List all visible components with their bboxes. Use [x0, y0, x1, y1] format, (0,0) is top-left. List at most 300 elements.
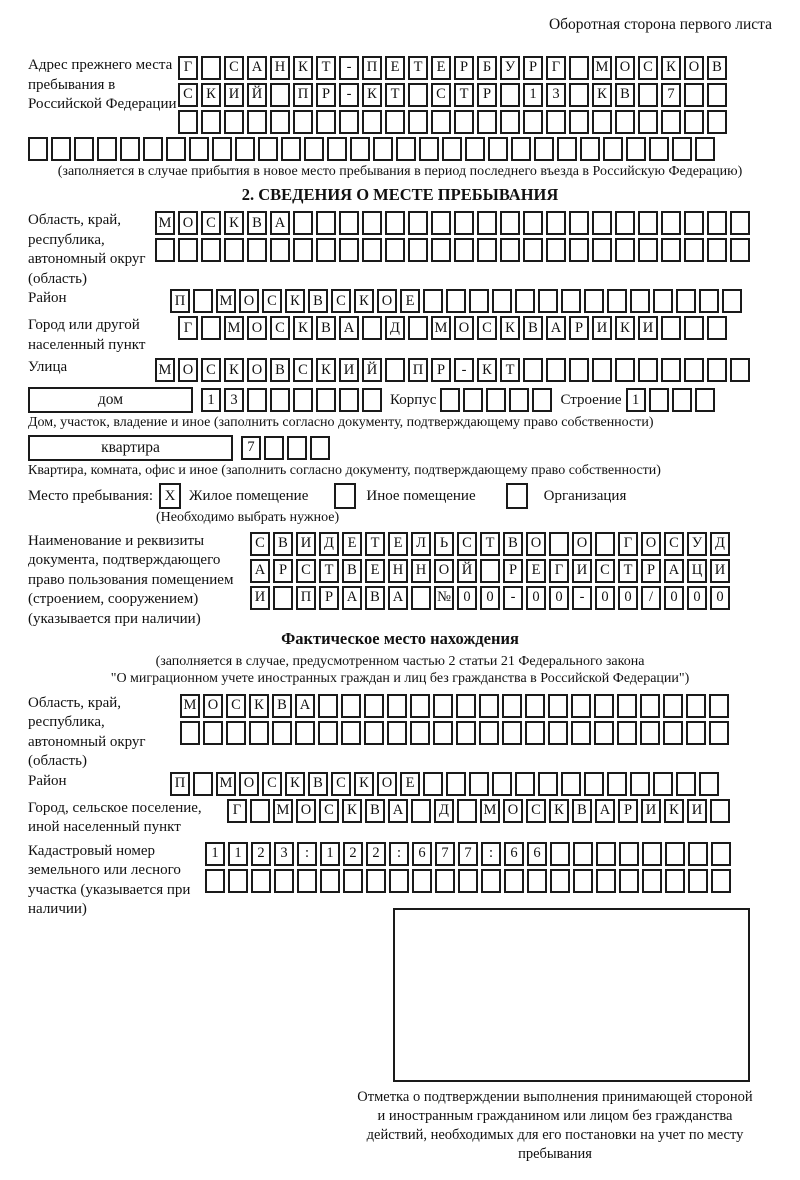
- stay-option-checkbox-other: [334, 483, 356, 509]
- char-cell: С: [526, 799, 546, 823]
- cadastral-label: Кадастровый номер земельного или лесного участка (указывается при наличии): [28, 842, 191, 918]
- actual-district-grid: [170, 772, 719, 796]
- char-cell: [592, 358, 612, 382]
- char-cell: [672, 137, 692, 161]
- char-cell: 2: [366, 842, 386, 866]
- char-cell: А: [388, 799, 408, 823]
- char-cell: [316, 238, 336, 262]
- char-cell: [250, 799, 270, 823]
- char-cell: [247, 388, 267, 412]
- korpus-label: Корпус: [390, 391, 437, 408]
- district-label: Район: [28, 290, 67, 307]
- char-cell: П: [293, 83, 313, 107]
- char-cell: [456, 694, 476, 718]
- char-cell: В: [615, 83, 635, 107]
- char-cell: [226, 721, 246, 745]
- char-cell: [619, 842, 639, 866]
- char-cell: Е: [388, 532, 408, 556]
- char-cell: [387, 694, 407, 718]
- document-grid: [250, 532, 730, 610]
- char-cell: [201, 110, 221, 134]
- char-cell: [630, 772, 650, 796]
- char-cell: Л: [411, 532, 431, 556]
- char-cell: [640, 721, 660, 745]
- char-cell: [534, 137, 554, 161]
- apartment-row: [28, 435, 772, 461]
- char-cell: [561, 772, 581, 796]
- char-cell: [316, 388, 336, 412]
- char-cell: М: [216, 772, 236, 796]
- char-cell: [287, 436, 307, 460]
- char-cell: Г: [549, 559, 569, 583]
- char-cell: [707, 211, 727, 235]
- char-cell: В: [342, 559, 362, 583]
- prev-address-row-2: [178, 83, 727, 107]
- char-cell: О: [247, 358, 267, 382]
- char-cell: С: [457, 532, 477, 556]
- char-cell: [435, 869, 455, 893]
- char-cell: [615, 110, 635, 134]
- char-cell: И: [339, 358, 359, 382]
- char-cell: С: [595, 559, 615, 583]
- char-cell: В: [365, 586, 385, 610]
- char-cell: О: [203, 694, 223, 718]
- char-cell: Т: [385, 83, 405, 107]
- actual-city-field: [28, 799, 772, 838]
- char-cell: [469, 289, 489, 313]
- char-cell: [364, 694, 384, 718]
- char-cell: [709, 721, 729, 745]
- char-cell: К: [615, 316, 635, 340]
- char-cell: [350, 137, 370, 161]
- char-cell: [339, 388, 359, 412]
- char-cell: [695, 137, 715, 161]
- char-cell: [458, 869, 478, 893]
- char-cell: [258, 137, 278, 161]
- char-cell: С: [178, 83, 198, 107]
- house-grid: [201, 388, 382, 412]
- char-cell: К: [549, 799, 569, 823]
- char-cell: А: [342, 586, 362, 610]
- char-cell: [304, 137, 324, 161]
- city-label: Город или другой населенный пункт: [28, 317, 146, 353]
- char-cell: [446, 289, 466, 313]
- char-cell: С: [664, 532, 684, 556]
- char-cell: М: [592, 56, 612, 80]
- char-cell: [457, 799, 477, 823]
- char-cell: Д: [319, 532, 339, 556]
- char-cell: [569, 56, 589, 80]
- char-cell: Р: [273, 559, 293, 583]
- document-row-2: [250, 559, 730, 583]
- char-cell: [477, 238, 497, 262]
- char-cell: [281, 137, 301, 161]
- char-cell: [264, 436, 284, 460]
- char-cell: [431, 110, 451, 134]
- char-cell: [688, 842, 708, 866]
- char-cell: [676, 772, 696, 796]
- char-cell: 2: [251, 842, 271, 866]
- cadastral-row-2: [205, 869, 731, 893]
- char-cell: Е: [526, 559, 546, 583]
- char-cell: [224, 238, 244, 262]
- char-cell: [193, 289, 213, 313]
- char-cell: [548, 721, 568, 745]
- char-cell: [592, 110, 612, 134]
- char-cell: Р: [503, 559, 523, 583]
- char-cell: [339, 238, 359, 262]
- char-cell: С: [201, 358, 221, 382]
- char-cell: С: [296, 559, 316, 583]
- char-cell: [396, 137, 416, 161]
- document-row-1: [250, 532, 730, 556]
- actual-city-label: Город, сельское поселение, иной населенный пункт: [28, 799, 202, 836]
- char-cell: Р: [618, 799, 638, 823]
- char-cell: [596, 842, 616, 866]
- char-cell: У: [687, 532, 707, 556]
- char-cell: О: [454, 316, 474, 340]
- char-cell: П: [296, 586, 316, 610]
- char-cell: Ц: [687, 559, 707, 583]
- char-cell: [569, 110, 589, 134]
- char-cell: 1: [201, 388, 221, 412]
- char-cell: Ь: [434, 532, 454, 556]
- char-cell: [74, 137, 94, 161]
- char-cell: С: [262, 772, 282, 796]
- char-cell: К: [285, 772, 305, 796]
- char-cell: О: [296, 799, 316, 823]
- char-cell: 0: [549, 586, 569, 610]
- char-cell: И: [224, 83, 244, 107]
- actual-region-grid: [180, 694, 729, 745]
- char-cell: А: [270, 211, 290, 235]
- char-cell: Е: [400, 772, 420, 796]
- char-cell: 0: [664, 586, 684, 610]
- char-cell: К: [316, 358, 336, 382]
- char-cell: [642, 842, 662, 866]
- char-cell: :: [389, 842, 409, 866]
- char-cell: [366, 869, 386, 893]
- char-cell: [538, 289, 558, 313]
- region-field: [28, 211, 772, 289]
- char-cell: [640, 694, 660, 718]
- char-cell: [557, 137, 577, 161]
- stay-type-note: (Необходимо выбрать нужное): [156, 510, 340, 526]
- cadastral-grid: [205, 842, 731, 893]
- char-cell: [523, 211, 543, 235]
- char-cell: [270, 388, 290, 412]
- char-cell: [120, 137, 140, 161]
- char-cell: [615, 211, 635, 235]
- char-cell: [607, 289, 627, 313]
- char-cell: [707, 238, 727, 262]
- char-cell: П: [170, 772, 190, 796]
- char-cell: Р: [477, 83, 497, 107]
- char-cell: [166, 137, 186, 161]
- char-cell: [454, 238, 474, 262]
- char-cell: [630, 289, 650, 313]
- char-cell: [546, 358, 566, 382]
- char-cell: [408, 110, 428, 134]
- char-cell: [270, 110, 290, 134]
- prev-address-row-1: [178, 56, 727, 80]
- char-cell: 0: [618, 586, 638, 610]
- char-cell: [523, 238, 543, 262]
- char-cell: С: [201, 211, 221, 235]
- char-cell: О: [434, 559, 454, 583]
- char-cell: Т: [454, 83, 474, 107]
- char-cell: Р: [641, 559, 661, 583]
- char-cell: [477, 110, 497, 134]
- stay-type-row: [28, 483, 772, 509]
- char-cell: К: [249, 694, 269, 718]
- char-cell: С: [638, 56, 658, 80]
- char-cell: О: [239, 772, 259, 796]
- char-cell: А: [595, 799, 615, 823]
- char-cell: [224, 110, 244, 134]
- char-cell: А: [339, 316, 359, 340]
- char-cell: [180, 721, 200, 745]
- char-cell: [270, 238, 290, 262]
- char-cell: [707, 316, 727, 340]
- actual-region-row-2: [180, 721, 729, 745]
- char-cell: А: [546, 316, 566, 340]
- char-cell: [488, 137, 508, 161]
- char-cell: -: [503, 586, 523, 610]
- char-cell: [661, 211, 681, 235]
- char-cell: [638, 110, 658, 134]
- char-cell: [532, 388, 552, 412]
- char-cell: [707, 83, 727, 107]
- char-cell: [638, 358, 658, 382]
- char-cell: М: [180, 694, 200, 718]
- region-grid: [155, 211, 750, 262]
- char-cell: [212, 137, 232, 161]
- char-cell: [663, 694, 683, 718]
- char-cell: -: [339, 83, 359, 107]
- char-cell: Г: [546, 56, 566, 80]
- char-cell: -: [454, 358, 474, 382]
- char-cell: Г: [178, 316, 198, 340]
- char-cell: [580, 137, 600, 161]
- char-cell: [201, 238, 221, 262]
- char-cell: [615, 238, 635, 262]
- char-cell: О: [684, 56, 704, 80]
- char-cell: [525, 721, 545, 745]
- char-cell: [316, 110, 336, 134]
- char-cell: 7: [435, 842, 455, 866]
- char-cell: [51, 137, 71, 161]
- char-cell: [707, 358, 727, 382]
- char-cell: [343, 869, 363, 893]
- char-cell: С: [224, 56, 244, 80]
- char-cell: С: [226, 694, 246, 718]
- char-cell: С: [262, 289, 282, 313]
- char-cell: А: [664, 559, 684, 583]
- char-cell: 3: [274, 842, 294, 866]
- char-cell: [626, 137, 646, 161]
- char-cell: П: [362, 56, 382, 80]
- char-cell: М: [216, 289, 236, 313]
- char-cell: В: [503, 532, 523, 556]
- char-cell: [642, 869, 662, 893]
- char-cell: [502, 721, 522, 745]
- char-cell: [665, 869, 685, 893]
- char-cell: В: [365, 799, 385, 823]
- char-cell: 7: [458, 842, 478, 866]
- char-cell: С: [270, 316, 290, 340]
- char-cell: :: [297, 842, 317, 866]
- char-cell: [523, 358, 543, 382]
- char-cell: [722, 289, 742, 313]
- char-cell: К: [354, 772, 374, 796]
- actual-location-note-2: "О миграционном учете иностранных граждан и лиц без гражданства в Российской Федерации"): [110, 670, 690, 686]
- char-cell: М: [224, 316, 244, 340]
- char-cell: [711, 869, 731, 893]
- char-cell: Д: [710, 532, 730, 556]
- char-cell: [730, 358, 750, 382]
- char-cell: С: [477, 316, 497, 340]
- char-cell: [479, 694, 499, 718]
- char-cell: [193, 772, 213, 796]
- stay-option-checkbox-organization: [506, 483, 528, 509]
- char-cell: [546, 110, 566, 134]
- char-cell: [595, 532, 615, 556]
- char-cell: [440, 388, 460, 412]
- char-cell: [385, 110, 405, 134]
- char-cell: О: [526, 532, 546, 556]
- char-cell: [423, 772, 443, 796]
- char-cell: [410, 694, 430, 718]
- char-cell: [707, 110, 727, 134]
- char-cell: №: [434, 586, 454, 610]
- document-field: [28, 532, 772, 630]
- char-cell: [341, 694, 361, 718]
- char-cell: О: [377, 772, 397, 796]
- char-cell: [684, 83, 704, 107]
- char-cell: 0: [457, 586, 477, 610]
- char-cell: К: [293, 316, 313, 340]
- char-cell: О: [178, 211, 198, 235]
- prev-address-note: (заполняется в случае прибытия в новое место пребывания в период последнего въезда в Российскую Федерацию): [57, 164, 743, 179]
- char-cell: [456, 721, 476, 745]
- char-cell: Н: [270, 56, 290, 80]
- char-cell: [699, 772, 719, 796]
- char-cell: 7: [661, 83, 681, 107]
- char-cell: У: [500, 56, 520, 80]
- char-cell: Т: [319, 559, 339, 583]
- char-cell: К: [201, 83, 221, 107]
- char-cell: [615, 358, 635, 382]
- stroenie-grid: [626, 388, 715, 412]
- actual-region-label: Область, край, республика, автономный округ (область): [28, 694, 146, 770]
- char-cell: И: [687, 799, 707, 823]
- char-cell: [527, 869, 547, 893]
- char-cell: 0: [595, 586, 615, 610]
- char-cell: [203, 721, 223, 745]
- char-cell: [661, 316, 681, 340]
- char-cell: [442, 137, 462, 161]
- char-cell: [492, 772, 512, 796]
- char-cell: [486, 388, 506, 412]
- char-cell: [617, 721, 637, 745]
- char-cell: [653, 772, 673, 796]
- char-cell: Р: [454, 56, 474, 80]
- char-cell: [408, 238, 428, 262]
- char-cell: [387, 721, 407, 745]
- char-cell: Б: [477, 56, 497, 80]
- char-cell: Е: [365, 559, 385, 583]
- char-cell: Н: [388, 559, 408, 583]
- char-cell: [592, 238, 612, 262]
- char-cell: К: [477, 358, 497, 382]
- char-cell: 3: [546, 83, 566, 107]
- char-cell: [711, 842, 731, 866]
- char-cell: 0: [480, 586, 500, 610]
- char-cell: [686, 721, 706, 745]
- char-cell: Т: [500, 358, 520, 382]
- char-cell: Г: [227, 799, 247, 823]
- char-cell: Т: [480, 532, 500, 556]
- stay-option-checkbox-residential: X: [159, 483, 181, 509]
- char-cell: [205, 869, 225, 893]
- char-cell: [310, 436, 330, 460]
- char-cell: [411, 586, 431, 610]
- char-cell: [465, 137, 485, 161]
- char-cell: [454, 110, 474, 134]
- char-cell: [408, 83, 428, 107]
- section2-title: 2. СВЕДЕНИЯ О МЕСТЕ ПРЕБЫВАНИЯ: [241, 184, 559, 204]
- char-cell: М: [155, 211, 175, 235]
- char-cell: [688, 869, 708, 893]
- char-cell: [293, 110, 313, 134]
- char-cell: [684, 211, 704, 235]
- char-cell: [710, 799, 730, 823]
- char-cell: [511, 137, 531, 161]
- char-cell: [327, 137, 347, 161]
- char-cell: [663, 721, 683, 745]
- char-cell: Р: [316, 83, 336, 107]
- char-cell: [684, 358, 704, 382]
- char-cell: [684, 238, 704, 262]
- korpus-grid: [440, 388, 552, 412]
- char-cell: [318, 721, 338, 745]
- char-cell: [362, 316, 382, 340]
- char-cell: Н: [411, 559, 431, 583]
- char-cell: К: [354, 289, 374, 313]
- char-cell: [661, 358, 681, 382]
- char-cell: О: [247, 316, 267, 340]
- char-cell: [431, 211, 451, 235]
- char-cell: [661, 110, 681, 134]
- char-cell: Т: [316, 56, 336, 80]
- char-cell: [515, 772, 535, 796]
- city-field: [28, 316, 772, 355]
- char-cell: [178, 110, 198, 134]
- char-cell: О: [615, 56, 635, 80]
- char-cell: [362, 238, 382, 262]
- apartment-grid: [241, 436, 330, 460]
- char-cell: Р: [569, 316, 589, 340]
- apartment-note: Квартира, комната, офис и иное (заполнить согласно документу, подтверждающему право собственности): [28, 463, 661, 479]
- char-cell: [502, 694, 522, 718]
- char-cell: И: [296, 532, 316, 556]
- char-cell: И: [250, 586, 270, 610]
- char-cell: [492, 289, 512, 313]
- char-cell: 3: [224, 388, 244, 412]
- char-cell: [97, 137, 117, 161]
- char-cell: Д: [434, 799, 454, 823]
